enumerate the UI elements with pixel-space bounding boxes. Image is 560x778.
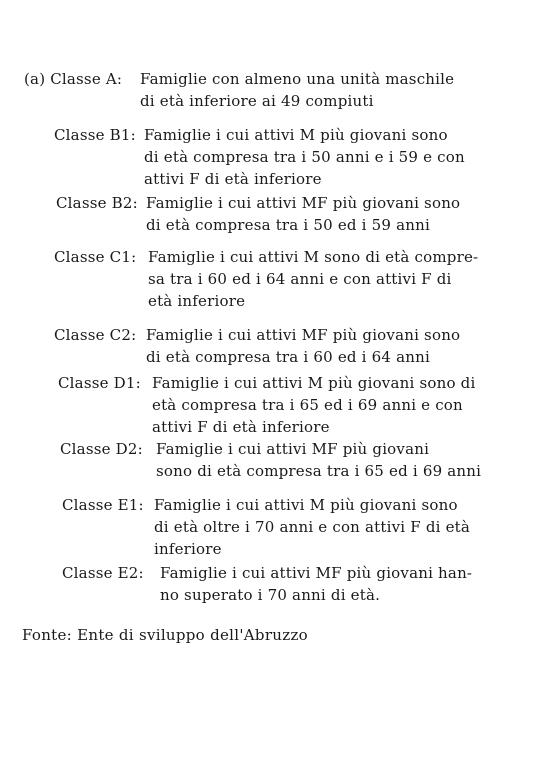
entry-classe-c2 <box>54 324 460 368</box>
entry-label: Classe C1: <box>54 248 137 266</box>
entry-label: Classe D2: <box>60 440 143 458</box>
entry-label: Classe D1: <box>58 374 141 392</box>
entry-classe-b2 <box>56 192 460 236</box>
entry-description <box>140 68 454 112</box>
entry-description <box>146 192 460 236</box>
entry-label: (a) Classe A: <box>24 70 123 88</box>
entry-classe-c1 <box>54 246 478 312</box>
entry-line: no superato i 70 anni di età. <box>160 586 381 604</box>
entry-line: Famiglie i cui attivi MF più giovani <box>156 440 430 458</box>
entry-line: età compresa tra i 65 ed i 69 anni e con <box>152 396 463 414</box>
entry-line: età inferiore <box>148 292 246 310</box>
entry-line: Famiglie i cui attivi MF più giovani han- <box>160 564 473 582</box>
entry-line: Famiglie i cui attivi MF più giovani sono <box>146 326 461 344</box>
entry-line: Famiglie i cui attivi M più giovani sono <box>144 126 448 144</box>
entry-line: Famiglie i cui attivi MF più giovani sono <box>146 194 461 212</box>
entry-label: Classe E2: <box>62 564 144 582</box>
entry-line: inferiore <box>154 540 222 558</box>
entry-label: Classe B2: <box>56 194 138 212</box>
entry-classe-e1 <box>62 494 470 560</box>
entry-line: di età compresa tra i 50 anni e i 59 e con <box>144 148 465 166</box>
entry-line: Famiglie i cui attivi M sono di età compre- <box>148 248 479 266</box>
entry-line: Famiglie i cui attivi M più giovani sono di <box>152 374 476 392</box>
entry-line: attivi F di età inferiore <box>152 418 330 436</box>
entry-line: di età compresa tra i 50 ed i 59 anni <box>146 216 430 234</box>
entry-line: Famiglie con almeno una unità maschile <box>140 70 455 88</box>
entry-description <box>144 124 465 190</box>
entry-line: attivi F di età inferiore <box>144 170 322 188</box>
entry-classe-d1 <box>58 372 475 438</box>
entry-description <box>152 372 475 438</box>
entry-line: di età compresa tra i 60 ed i 64 anni <box>146 348 430 366</box>
entry-classe-d2 <box>60 438 481 482</box>
entry-classe-e2 <box>62 562 472 606</box>
entry-description <box>148 246 478 312</box>
source-note: Fonte: Ente di sviluppo dell'Abruzzo <box>22 626 308 644</box>
entry-line: di età inferiore ai 49 compiuti <box>140 92 374 110</box>
entry-line: di età oltre i 70 anni e con attivi F di età <box>154 518 471 536</box>
entry-label: Classe E1: <box>62 496 144 514</box>
entry-classe-b1 <box>54 124 465 190</box>
entry-line: sa tra i 60 ed i 64 anni e con attivi F di <box>148 270 452 288</box>
entry-line: Famiglie i cui attivi M più giovani sono <box>154 496 458 514</box>
entry-description <box>146 324 460 368</box>
entry-description <box>160 562 472 606</box>
entry-description <box>156 438 481 482</box>
entry-label: Classe C2: <box>54 326 137 344</box>
entry-classe-a <box>24 68 454 112</box>
entry-description <box>154 494 470 560</box>
entry-label: Classe B1: <box>54 126 136 144</box>
entry-line: sono di età compresa tra i 65 ed i 69 anni <box>156 462 482 480</box>
